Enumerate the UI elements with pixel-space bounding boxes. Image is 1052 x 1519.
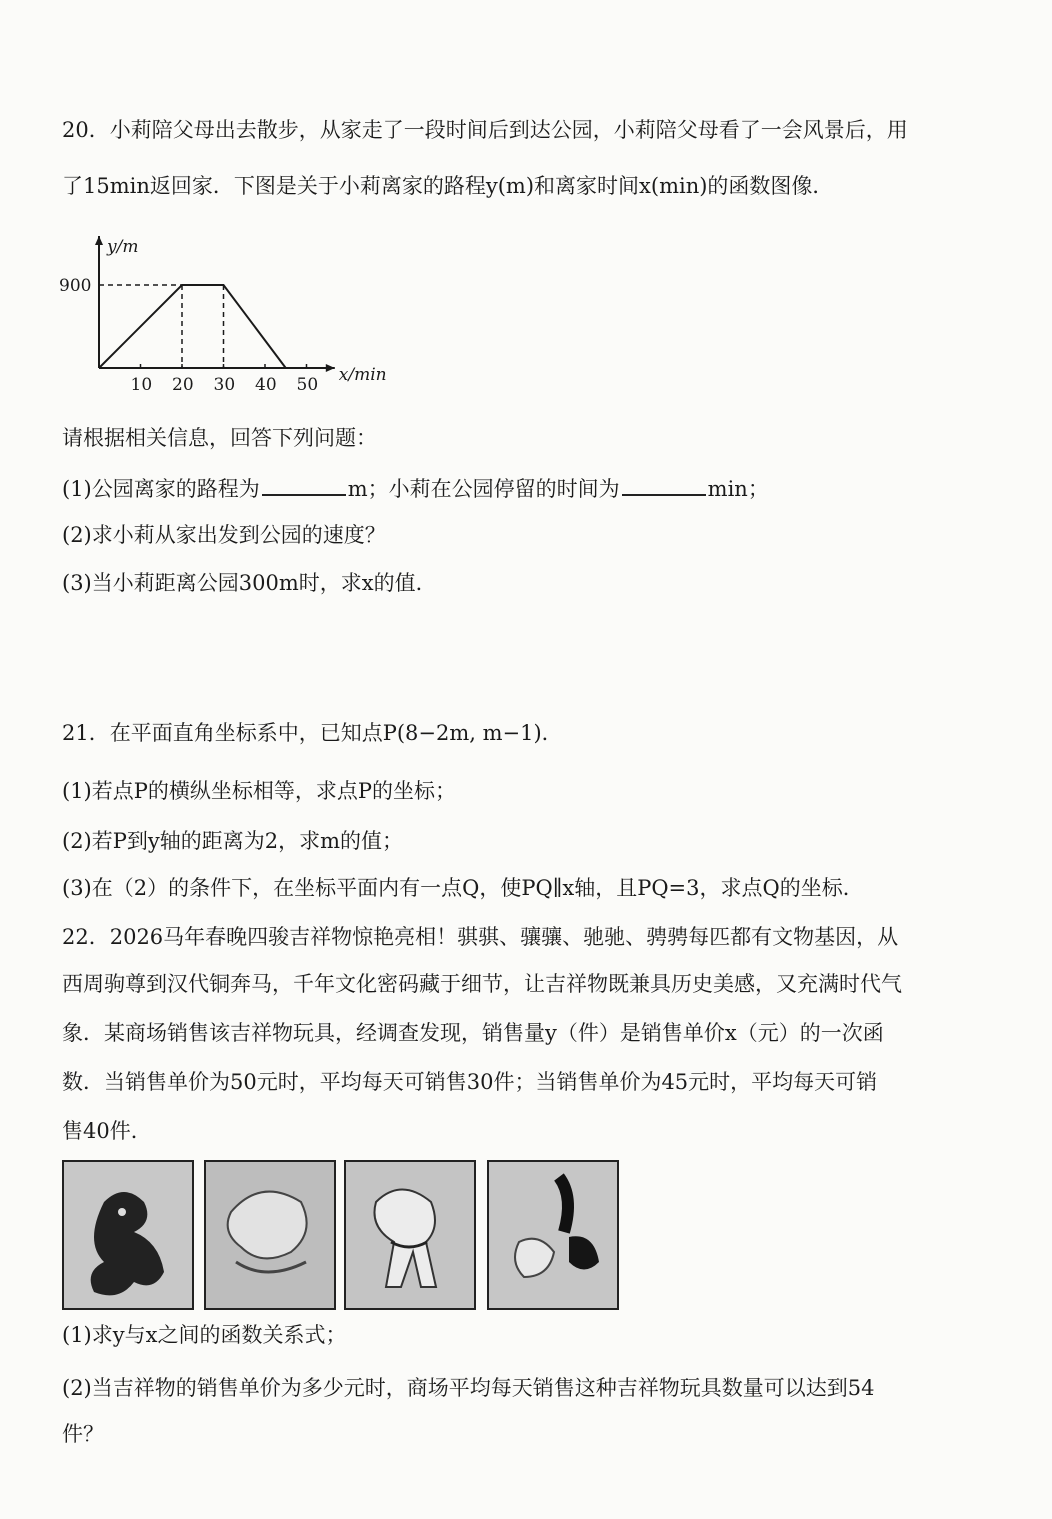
mascot-image-1 xyxy=(62,1160,194,1310)
mascot-image-3 xyxy=(344,1160,476,1310)
q20-part-1-a: (1)公园离家的路程为 xyxy=(62,477,260,501)
q20-prompt: 请根据相关信息，回答下列问题： xyxy=(62,426,377,450)
q22-line-2: 西周驹尊到汉代铜奔马，千年文化密码藏于细节，让吉祥物既兼具历史美感，又充满时代气 xyxy=(62,972,902,996)
q20-part-1-c: min； xyxy=(707,477,769,501)
q20-line-1: 20．小莉陪父母出去散步，从家走了一段时间后到达公园，小莉陪父母看了一会风景后，用 xyxy=(62,118,908,142)
x-tick-label-30: 30 xyxy=(213,375,236,395)
q20-line-2: 了15min返回家．下图是关于小莉离家的路程y(m)和离家时间x(min)的函数图像． xyxy=(62,174,834,198)
mascot-image-2 xyxy=(204,1160,336,1310)
q22-line-4: 数．当销售单价为50元时，平均每天可销售30件；当销售单价为45元时，平均每天可销 xyxy=(62,1070,878,1094)
x-tick-label-20: 20 xyxy=(172,375,194,395)
y-axis-arrow xyxy=(95,236,103,245)
mascot-image-4 xyxy=(487,1160,619,1310)
q20-part-2: (2)求小莉从家出发到公园的速度？ xyxy=(62,523,386,547)
x-axis-arrow xyxy=(326,364,335,372)
q22-part-2a: (2)当吉祥物的销售单价为多少元时，商场平均每天销售这种吉祥物玩具数量可以达到54 xyxy=(62,1376,875,1400)
q22-part-1: (1)求y与x之间的函数关系式； xyxy=(62,1323,347,1347)
y-tick-label: 900 xyxy=(59,276,92,296)
answer-blank-distance[interactable] xyxy=(262,476,346,496)
q20-part-3: (3)当小莉距离公园300m时，求x的值． xyxy=(62,571,437,595)
distance-time-graph xyxy=(55,228,395,398)
q22-line-3: 象．某商场销售该吉祥物玩具，经调查发现，销售量y（件）是销售单价x（元）的一次函 xyxy=(62,1021,884,1045)
q21-part-2: (2)若P到y轴的距离为2，求m的值； xyxy=(62,829,404,853)
q22-line-5: 售40件． xyxy=(62,1119,152,1143)
q21-line-1: 21．在平面直角坐标系中，已知点P(8−2m, m−1)． xyxy=(62,721,563,745)
q22-part-2b: 件？ xyxy=(62,1422,104,1446)
x-tick-label-50: 50 xyxy=(296,375,319,395)
answer-blank-stay-time[interactable] xyxy=(622,476,706,496)
x-tick-label-10: 10 xyxy=(130,375,153,395)
q21-part-3: (3)在（2）的条件下，在坐标平面内有一点Q，使PQ∥x轴，且PQ=3，求点Q的坐标． xyxy=(62,876,864,900)
y-axis-label: y/m xyxy=(107,237,139,257)
distance-series-line xyxy=(99,285,286,368)
x-axis-label: x/min xyxy=(338,365,387,385)
q22-line-1: 22．2026马年春晚四骏吉祥物惊艳亮相！骐骐、骧骧、驰驰、骋骋每匹都有文物基因，从 xyxy=(62,925,899,949)
q20-part-1 xyxy=(62,474,1012,504)
x-tick-label-40: 40 xyxy=(255,375,277,395)
q20-part-1-b: m；小莉在公园停留的时间为 xyxy=(347,477,620,501)
q21-part-1: (1)若点P的横纵坐标相等，求点P的坐标； xyxy=(62,779,457,803)
